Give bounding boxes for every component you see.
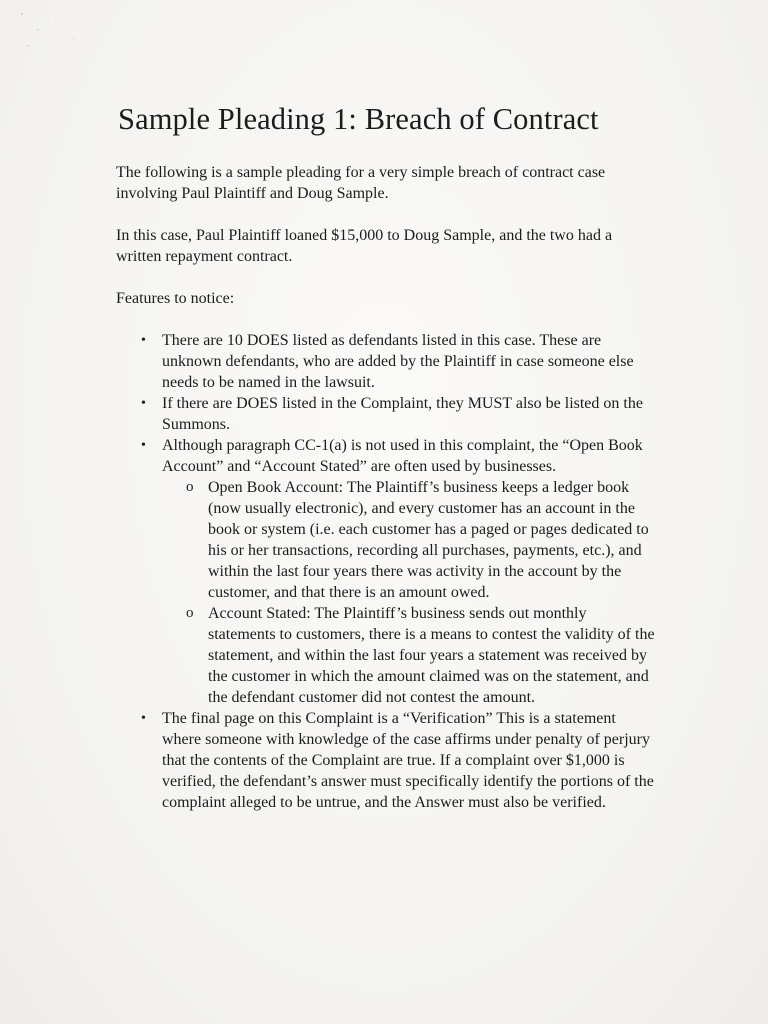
account-types-sublist [162, 477, 656, 708]
list-item-text: There are 10 DOES listed as defendants listed in this case. These are unknown defendants, who are added by the Plaintiff in case someone else needs to be named in the lawsuit. [162, 332, 634, 391]
list-item [116, 708, 656, 813]
bullet-icon: • [141, 396, 146, 411]
hollow-bullet-icon: o [186, 479, 194, 495]
intro-paragraph: The following is a sample pleading for a very simple breach of contract case involving Paul Plaintiff and Doug Sample. [116, 164, 606, 202]
features-heading: Features to notice: [116, 290, 235, 307]
hollow-bullet-icon: o [186, 605, 194, 621]
list-item [116, 330, 656, 393]
list-item-text: The final page on this Complaint is a “Verification” This is a statement where someone with knowledge of the case affirms under penalty of perjury that the contents of the Complaint are true. If a complaint over $1,000 is verified, the defendant’s answer must specifically identify the portions of the complaint alleged to be untrue, and the Answer must also be verified. [162, 710, 654, 811]
document-body [116, 100, 656, 813]
sub-list-item [162, 603, 656, 708]
sub-list-item-text: Open Book Account: The Plaintiff’s business keeps a ledger book (now usually electronic), and every customer has an account in the book or system (i.e. each customer has a paged or pages dedicated to his or her transactions, recording all purchases, payments, etc.), and within the last four years there was activity in the account by the customer, and that there is an amount owed. [208, 479, 649, 601]
bullet-icon: • [141, 438, 146, 453]
sub-list-item [162, 477, 656, 603]
scan-specks [4, 4, 124, 64]
list-item-text: If there are DOES listed in the Complaint, they MUST also be listed on the Summons. [162, 395, 643, 433]
list-item-text: Although paragraph CC-1(a) is not used in this complaint, the “Open Book Account” and “Account Stated” are often used by businesses. [162, 437, 643, 475]
features-list [116, 330, 656, 813]
bullet-icon: • [141, 333, 146, 348]
sub-list-item-text: Account Stated: The Plaintiff’s business sends out monthly statements to customers, there is a means to contest the validity of the statement, and within the last four years a statement was received by the customer in which the amount claimed was on the statement, and the defendant customer did not contest the amount. [208, 605, 655, 706]
case-description-paragraph: In this case, Paul Plaintiff loaned $15,000 to Doug Sample, and the two had a written repayment contract. [116, 227, 613, 265]
list-item [116, 435, 656, 708]
list-item [116, 393, 656, 435]
bullet-icon: • [141, 711, 146, 726]
page-title: Sample Pleading 1: Breach of Contract [118, 102, 599, 136]
